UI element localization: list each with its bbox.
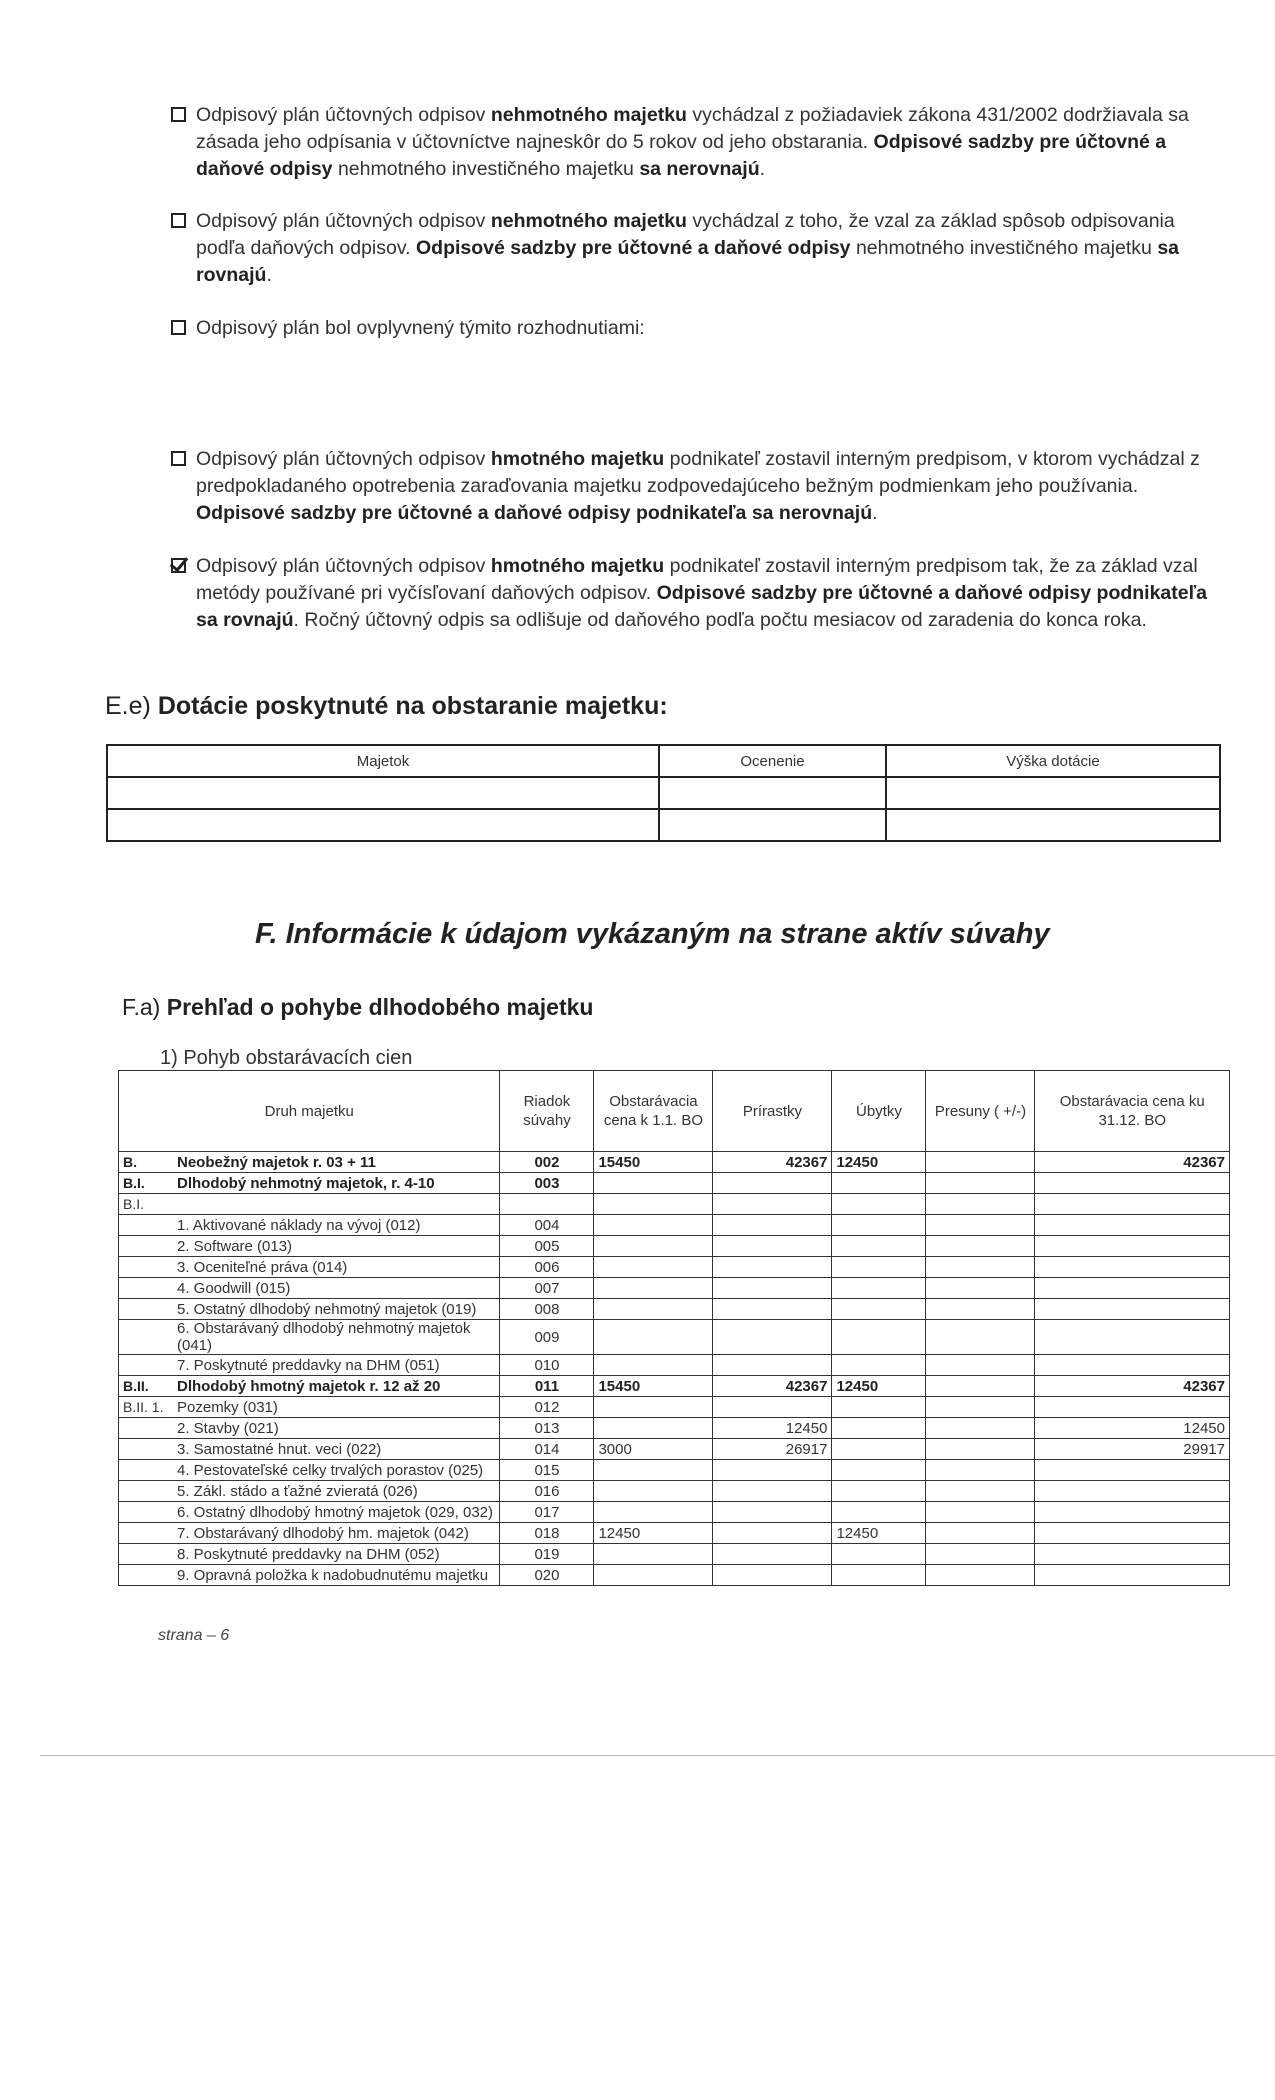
header-druh-majetku: Druh majetku xyxy=(119,1071,500,1152)
table-cell-c3 xyxy=(832,1257,926,1278)
checkbox[interactable] xyxy=(171,213,186,228)
table-cell-name: 3. Samostatné hnut. veci (022) xyxy=(173,1439,500,1460)
table-cell-c3 xyxy=(832,1418,926,1439)
table-cell-code: B. xyxy=(119,1152,174,1173)
table-cell-c1: 3000 xyxy=(594,1439,713,1460)
option-text: sa nerovnajú xyxy=(639,158,760,180)
table-cell-c2 xyxy=(713,1320,832,1355)
table-row xyxy=(119,1460,1230,1481)
table-cell-rd: 010 xyxy=(500,1355,594,1376)
option-text: . xyxy=(872,502,878,524)
table-cell-name: Dlhodobý hmotný majetok r. 12 až 20 xyxy=(173,1376,500,1397)
table-cell-c3 xyxy=(832,1299,926,1320)
table-cell-code xyxy=(119,1481,174,1502)
table-cell-c3 xyxy=(832,1502,926,1523)
table-cell xyxy=(659,777,886,809)
table-row xyxy=(119,1194,1230,1215)
header-vyska-dotacie: Výška dotácie xyxy=(886,745,1220,777)
section-fa-title: Prehľad o pohybe dlhodobého majetku xyxy=(166,994,594,1020)
header-riadok: Riadok súvahy xyxy=(500,1071,594,1152)
table-cell-rd: 003 xyxy=(500,1173,594,1194)
table-cell-rd: 009 xyxy=(500,1320,594,1355)
table-cell-c2 xyxy=(713,1299,832,1320)
table-cell-c3 xyxy=(832,1278,926,1299)
table-cell-c3 xyxy=(832,1397,926,1418)
header-prirastky: Prírastky xyxy=(713,1071,832,1152)
option-text: hmotného majetku xyxy=(490,448,665,470)
table-cell-code xyxy=(119,1320,174,1355)
table-cell-name: 7. Poskytnuté preddavky na DHM (051) xyxy=(173,1355,500,1376)
table-cell-c2: 42367 xyxy=(713,1152,832,1173)
table-cell-name: Dlhodobý nehmotný majetok, r. 4-10 xyxy=(173,1173,500,1194)
table-cell-c1: 12450 xyxy=(594,1523,713,1544)
table-cell-c3 xyxy=(832,1236,926,1257)
table-row xyxy=(119,1257,1230,1278)
table-cell-c4 xyxy=(926,1460,1035,1481)
table-cell-code xyxy=(119,1502,174,1523)
table-header-row xyxy=(119,1071,1230,1152)
depreciation-option-1 xyxy=(196,102,1216,183)
table-cell-c4 xyxy=(926,1173,1035,1194)
option-text: . Ročný účtovný odpis sa odlišuje od daňového podľa počtu mesiacov od zaradenia do konca roka. xyxy=(293,609,1147,631)
table-cell-name: Neobežný majetok r. 03 + 11 xyxy=(173,1152,500,1173)
table-cell-code: B.I. xyxy=(119,1194,174,1215)
table-cell-rd: 004 xyxy=(500,1215,594,1236)
table-cell-rd xyxy=(500,1194,594,1215)
table-cell-c2 xyxy=(713,1355,832,1376)
table-cell-c4 xyxy=(926,1320,1035,1355)
table-row xyxy=(119,1278,1230,1299)
option-text: Odpisový plán účtovných odpisov xyxy=(196,210,491,232)
table-cell-c1 xyxy=(594,1278,713,1299)
depreciation-option-4 xyxy=(196,446,1216,527)
table-cell-c5 xyxy=(1035,1278,1230,1299)
table-cell-c3 xyxy=(832,1355,926,1376)
section-fa-heading xyxy=(122,994,593,1021)
option-text: nehmotného investičného majetku xyxy=(850,237,1158,259)
header-presuny: Presuny ( +/-) xyxy=(926,1071,1035,1152)
table-cell-name: 5. Zákl. stádo a ťažné zvieratá (026) xyxy=(173,1481,500,1502)
table-cell-c3 xyxy=(832,1215,926,1236)
table-cell-c3: 12450 xyxy=(832,1152,926,1173)
option-text: podnikateľ zostavil interným predpisom, v ktorom vychádzal z predpokladaného opotrebenia zaraďovania majetku zodpovedajúceho bežným podmienkam jeho používania. xyxy=(196,448,1200,497)
table-cell-c2 xyxy=(713,1215,832,1236)
option-text: nehmotného majetku xyxy=(490,210,687,232)
table-cell-c5: 29917 xyxy=(1035,1439,1230,1460)
table-cell-c4 xyxy=(926,1257,1035,1278)
table-cell-rd: 008 xyxy=(500,1299,594,1320)
table-row xyxy=(119,1299,1230,1320)
table-cell-c1 xyxy=(594,1173,713,1194)
table-cell-name: 4. Pestovateľské celky trvalých porastov (025) xyxy=(173,1460,500,1481)
table-row xyxy=(119,1565,1230,1586)
table-cell-c1 xyxy=(594,1481,713,1502)
table-cell-c3 xyxy=(832,1460,926,1481)
table-cell-c3 xyxy=(832,1565,926,1586)
table-cell-c1 xyxy=(594,1418,713,1439)
table-cell-c3: 12450 xyxy=(832,1376,926,1397)
table-row xyxy=(119,1397,1230,1418)
table-cell-code xyxy=(119,1439,174,1460)
asset-movement-table xyxy=(118,1070,1230,1586)
table-row xyxy=(119,1502,1230,1523)
depreciation-option-5 xyxy=(196,553,1216,634)
table-cell-c3 xyxy=(832,1439,926,1460)
table-cell-code xyxy=(119,1278,174,1299)
table-cell-c1 xyxy=(594,1355,713,1376)
table-cell-rd: 007 xyxy=(500,1278,594,1299)
table-cell-code xyxy=(119,1544,174,1565)
table-cell-c2 xyxy=(713,1236,832,1257)
table-cell-c4 xyxy=(926,1376,1035,1397)
table-cell-c3 xyxy=(832,1320,926,1355)
table-cell xyxy=(107,777,659,809)
table-cell-c4 xyxy=(926,1439,1035,1460)
table-cell-c1 xyxy=(594,1397,713,1418)
table-cell-name: 8. Poskytnuté preddavky na DHM (052) xyxy=(173,1544,500,1565)
table-cell-rd: 019 xyxy=(500,1544,594,1565)
table-cell-rd: 017 xyxy=(500,1502,594,1523)
table-cell xyxy=(886,809,1220,841)
table-cell-name: 3. Oceniteľné práva (014) xyxy=(173,1257,500,1278)
table-cell-c5 xyxy=(1035,1502,1230,1523)
table-cell-c1 xyxy=(594,1236,713,1257)
option-text: . xyxy=(759,158,766,180)
table-cell xyxy=(659,809,886,841)
table-cell-name: 4. Goodwill (015) xyxy=(173,1278,500,1299)
table-cell-name: 1. Aktivované náklady na vývoj (012) xyxy=(173,1215,500,1236)
table-cell-c5 xyxy=(1035,1215,1230,1236)
table-cell xyxy=(886,777,1220,809)
table-cell-c1 xyxy=(594,1299,713,1320)
table-cell-c5 xyxy=(1035,1355,1230,1376)
table-cell-c2 xyxy=(713,1502,832,1523)
table-cell-c5: 42367 xyxy=(1035,1376,1230,1397)
table-cell-c1 xyxy=(594,1565,713,1586)
table-cell-code xyxy=(119,1460,174,1481)
table-cell-c1 xyxy=(594,1544,713,1565)
table-cell-code xyxy=(119,1355,174,1376)
section-e-title: Dotácie poskytnuté na obstaranie majetku: xyxy=(157,692,668,720)
table-cell-c5 xyxy=(1035,1523,1230,1544)
table-cell-rd: 014 xyxy=(500,1439,594,1460)
table-row xyxy=(119,1236,1230,1257)
table-cell-c1 xyxy=(594,1215,713,1236)
section-f-title: F. Informácie k údajom vykázaným na strane aktív súvahy xyxy=(255,918,1050,950)
header-ubytky: Úbytky xyxy=(832,1071,926,1152)
option-text: Odpisové sadzby pre účtovné a daňové odpisy podnikateľa sa rovnajú xyxy=(196,582,1207,631)
table-cell-c3 xyxy=(832,1481,926,1502)
table-cell-c4 xyxy=(926,1523,1035,1544)
header-majetok: Majetok xyxy=(107,745,659,777)
table-cell-c5 xyxy=(1035,1194,1230,1215)
table-cell-c4 xyxy=(926,1299,1035,1320)
section-fa-prefix: F.a) xyxy=(122,994,161,1020)
table-cell-c2 xyxy=(713,1173,832,1194)
table-cell-rd: 002 xyxy=(500,1152,594,1173)
section-e-heading xyxy=(105,692,668,721)
checkbox[interactable] xyxy=(171,558,186,573)
subsection-title: 1) Pohyb obstarávacích cien xyxy=(160,1047,413,1069)
table-row xyxy=(119,1173,1230,1194)
option-text: Odpisový plán bol ovplyvnený týmito rozhodnutiami: xyxy=(196,317,645,339)
table-cell-c2 xyxy=(713,1194,832,1215)
option-text: Odpisové sadzby pre účtovné a daňové odpisy podnikateľa sa nerovnajú xyxy=(196,502,873,524)
table-cell-c5 xyxy=(1035,1236,1230,1257)
table-cell-c4 xyxy=(926,1502,1035,1523)
table-cell-rd: 018 xyxy=(500,1523,594,1544)
table-cell-c2 xyxy=(713,1257,832,1278)
table-cell-c4 xyxy=(926,1565,1035,1586)
option-text: podnikateľ zostavil interným predpisom tak, že za základ vzal metódy používané pri vyčísľovaní daňových odpisov. xyxy=(196,555,1198,604)
option-text: Odpisový plán účtovných odpisov xyxy=(196,555,491,577)
table-cell-c5 xyxy=(1035,1544,1230,1565)
table-cell-name: Pozemky (031) xyxy=(173,1397,500,1418)
table-cell-c1: 15450 xyxy=(594,1152,713,1173)
table-cell-rd: 020 xyxy=(500,1565,594,1586)
table-cell-c1 xyxy=(594,1257,713,1278)
table-row xyxy=(107,777,1220,809)
table-cell-c4 xyxy=(926,1278,1035,1299)
table-cell-c4 xyxy=(926,1355,1035,1376)
table-cell-c5 xyxy=(1035,1299,1230,1320)
table-row xyxy=(107,809,1220,841)
table-cell-c2: 12450 xyxy=(713,1418,832,1439)
table-row xyxy=(119,1439,1230,1460)
table-cell-c4 xyxy=(926,1215,1035,1236)
subsidies-table xyxy=(106,744,1221,842)
table-cell-code xyxy=(119,1236,174,1257)
table-cell-c5 xyxy=(1035,1460,1230,1481)
header-ocenenie: Ocenenie xyxy=(659,745,886,777)
option-text: hmotného majetku xyxy=(490,555,665,577)
table-row xyxy=(119,1376,1230,1397)
table-cell-name: 9. Opravná položka k nadobudnutému majetku xyxy=(173,1565,500,1586)
table-cell-c1 xyxy=(594,1194,713,1215)
table-cell-code xyxy=(119,1299,174,1320)
table-cell-rd: 015 xyxy=(500,1460,594,1481)
option-text: Odpisové sadzby pre účtovné a daňové odpisy xyxy=(415,237,851,259)
table-cell-c1 xyxy=(594,1460,713,1481)
table-row xyxy=(119,1418,1230,1439)
divider xyxy=(40,1755,1275,1756)
table-cell-name: 7. Obstarávaný dlhodobý hm. majetok (042) xyxy=(173,1523,500,1544)
option-text: nehmotného investičného majetku xyxy=(332,158,640,180)
table-cell-c5 xyxy=(1035,1397,1230,1418)
table-cell-c3 xyxy=(832,1173,926,1194)
table-cell-rd: 012 xyxy=(500,1397,594,1418)
table-row xyxy=(119,1523,1230,1544)
table-cell-c5 xyxy=(1035,1565,1230,1586)
table-cell-code xyxy=(119,1215,174,1236)
table-cell-c4 xyxy=(926,1481,1035,1502)
option-text: Odpisový plán účtovných odpisov xyxy=(196,104,491,126)
table-row xyxy=(119,1152,1230,1173)
depreciation-option-2 xyxy=(196,208,1216,289)
table-cell-c4 xyxy=(926,1397,1035,1418)
checkbox[interactable] xyxy=(171,320,186,335)
table-cell-code: B.II. xyxy=(119,1376,174,1397)
table-cell-c5 xyxy=(1035,1320,1230,1355)
table-cell-c4 xyxy=(926,1152,1035,1173)
table-cell-name: 2. Software (013) xyxy=(173,1236,500,1257)
table-cell-name xyxy=(173,1194,500,1215)
table-cell-name: 5. Ostatný dlhodobý nehmotný majetok (019) xyxy=(173,1299,500,1320)
table-cell-rd: 013 xyxy=(500,1418,594,1439)
table-cell-c4 xyxy=(926,1544,1035,1565)
table-row xyxy=(119,1355,1230,1376)
table-cell-code xyxy=(119,1565,174,1586)
table-cell-name: 6. Obstarávaný dlhodobý nehmotný majetok (041) xyxy=(173,1320,500,1355)
table-cell-rd: 005 xyxy=(500,1236,594,1257)
option-text: Odpisový plán účtovných odpisov xyxy=(196,448,491,470)
table-cell-c2 xyxy=(713,1544,832,1565)
table-cell-c2 xyxy=(713,1481,832,1502)
table-cell-c2 xyxy=(713,1460,832,1481)
checkbox[interactable] xyxy=(171,451,186,466)
table-header-row xyxy=(107,745,1220,777)
table-cell-c3: 12450 xyxy=(832,1523,926,1544)
table-cell-c3 xyxy=(832,1194,926,1215)
table-cell-c2 xyxy=(713,1397,832,1418)
table-cell xyxy=(107,809,659,841)
section-e-prefix: E.e) xyxy=(105,692,151,720)
table-cell-c3 xyxy=(832,1544,926,1565)
table-cell-code xyxy=(119,1418,174,1439)
table-cell-c2 xyxy=(713,1523,832,1544)
table-row xyxy=(119,1215,1230,1236)
table-cell-name: 2. Stavby (021) xyxy=(173,1418,500,1439)
depreciation-option-3 xyxy=(196,315,1216,342)
table-cell-c1: 15450 xyxy=(594,1376,713,1397)
table-cell-rd: 016 xyxy=(500,1481,594,1502)
table-cell-c1 xyxy=(594,1502,713,1523)
table-cell-c1 xyxy=(594,1320,713,1355)
table-cell-c5 xyxy=(1035,1257,1230,1278)
table-cell-c2: 26917 xyxy=(713,1439,832,1460)
table-cell-code xyxy=(119,1523,174,1544)
page-footer: strana – 6 xyxy=(158,1627,230,1644)
table-cell-c4 xyxy=(926,1194,1035,1215)
option-text: sa rovnajú xyxy=(196,237,1180,286)
table-cell-c5: 42367 xyxy=(1035,1152,1230,1173)
table-cell-c5 xyxy=(1035,1481,1230,1502)
table-cell-rd: 006 xyxy=(500,1257,594,1278)
table-cell-c2 xyxy=(713,1278,832,1299)
table-cell-c2 xyxy=(713,1565,832,1586)
option-text: vychádzal z požiadaviek zákona 431/2002 dodržiavala sa zásada jeho odpísania v účtovníctve najneskôr do 5 rokov od jeho obstarania. xyxy=(196,104,1189,153)
table-cell-name: 6. Ostatný dlhodobý hmotný majetok (029, 032) xyxy=(173,1502,500,1523)
table-row xyxy=(119,1481,1230,1502)
table-cell-code: B.II. 1. xyxy=(119,1397,174,1418)
table-cell-c2: 42367 xyxy=(713,1376,832,1397)
option-text: vychádzal z toho, že vzal za základ spôsob odpisovania podľa daňových odpisov. xyxy=(196,210,1175,259)
table-cell-c4 xyxy=(926,1418,1035,1439)
header-obst-cena-end: Obstarávacia cena ku 31.12. BO xyxy=(1035,1071,1230,1152)
option-text: Odpisové sadzby pre účtovné a daňové odpisy xyxy=(196,131,1167,180)
table-cell-code: B.I. xyxy=(119,1173,174,1194)
option-text: . xyxy=(266,264,272,286)
table-row xyxy=(119,1544,1230,1565)
checkbox[interactable] xyxy=(171,107,186,122)
header-obst-cena-start: Obstarávacia cena k 1.1. BO xyxy=(594,1071,713,1152)
table-row xyxy=(119,1320,1230,1355)
table-cell-code xyxy=(119,1257,174,1278)
table-cell-c4 xyxy=(926,1236,1035,1257)
option-text: nehmotného majetku xyxy=(490,104,687,126)
table-cell-c5: 12450 xyxy=(1035,1418,1230,1439)
table-cell-c5 xyxy=(1035,1173,1230,1194)
table-cell-rd: 011 xyxy=(500,1376,594,1397)
